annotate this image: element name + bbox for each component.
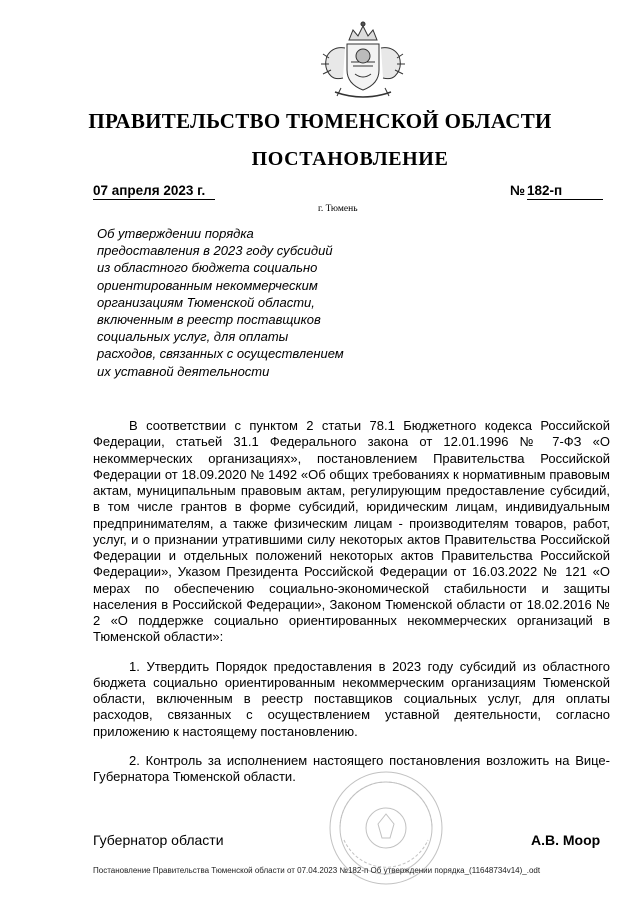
government-title: ПРАВИТЕЛЬСТВО ТЮМЕНСКОЙ ОБЛАСТИ — [88, 109, 552, 133]
city-label: г. Тюмень — [318, 204, 358, 214]
tyumen-oblast-coat-of-arms-icon — [313, 18, 413, 104]
subject-line: организациям Тюменской области, — [97, 294, 315, 310]
document-number: 182-п — [527, 183, 603, 200]
subject-line: социальных услуг, для оплаты — [97, 329, 289, 345]
signatory-position: Губернатор области — [93, 832, 224, 848]
subject-line: предоставления в 2023 году субсидий — [97, 243, 333, 259]
subject-line: Об утверждении порядка — [97, 226, 254, 241]
subject-line: включенным в реестр поставщиков — [97, 312, 321, 328]
document-type-title: ПОСТАНОВЛЕНИЕ — [251, 148, 449, 170]
item-2-paragraph: 2. Контроль за исполнением настоящего постановления возложить на Вице-Губернатора Тюменской области. — [93, 752, 610, 784]
preamble-paragraph: В соответствии с пунктом 2 статьи 78.1 Бюджетного кодекса Российской Федерации, статьей 31.1 Федерального закона от 12.01.1996 № 7-ФЗ «О некоммерческих организациях», постановлением Правительства Российской Федерации от 18.09.2020 № 1492 «Об общих требованиях к нормативным правовым актам, муниципальным правовым актам, регулирующим предоставление субсидий, в том числе грантов в форме субсидий, юридическим лицам, индивидуальным предпринимателям, а также физическим лицам - производителям товаров, работ, услуг, и о признании утратившими силу некоторых актов Правительства Российской Федерации и отдельных положений некоторых актов Правительства Российской Федерации», Указом Президента Российской Федерации от 16.03.2022 № 121 «О мерах по обеспечению социально-экономической стабильности и защиты населения в Российской Федерации», Законом Тюменской области от 18.02.2016 № 2 «О поддержке социально ориентированных некоммерческих организаций в Тюменской области»: — [93, 418, 610, 645]
item-1-paragraph: 1. Утвердить Порядок предоставления в 2023 году субсидий из областного бюджета социально ориентированным некоммерческим организациям Тюменской области, включенным в реестр поставщиков социальных услуг, для оплаты расходов, связанных с осуществлением уставной деятельности, согласно приложению к настоящему постановлению. — [93, 658, 610, 739]
subject-line: ориентированным некоммерческим — [97, 277, 318, 293]
signatory-name: А.В. Моор — [531, 832, 601, 848]
subject-line: их уставной деятельности — [97, 363, 270, 379]
document-body — [93, 418, 610, 785]
number-label: № — [510, 183, 526, 198]
document-subject — [97, 225, 382, 380]
subject-line: из областного бюджета социально — [97, 260, 318, 276]
subject-line: расходов, связанных с осуществлением — [97, 346, 344, 362]
file-footer: Постановление Правительства Тюменской области от 07.04.2023 №182-п Об утверждении порядка_(11648734v14)_.odt — [93, 866, 541, 875]
document-date: 07 апреля 2023 г. — [93, 183, 215, 200]
